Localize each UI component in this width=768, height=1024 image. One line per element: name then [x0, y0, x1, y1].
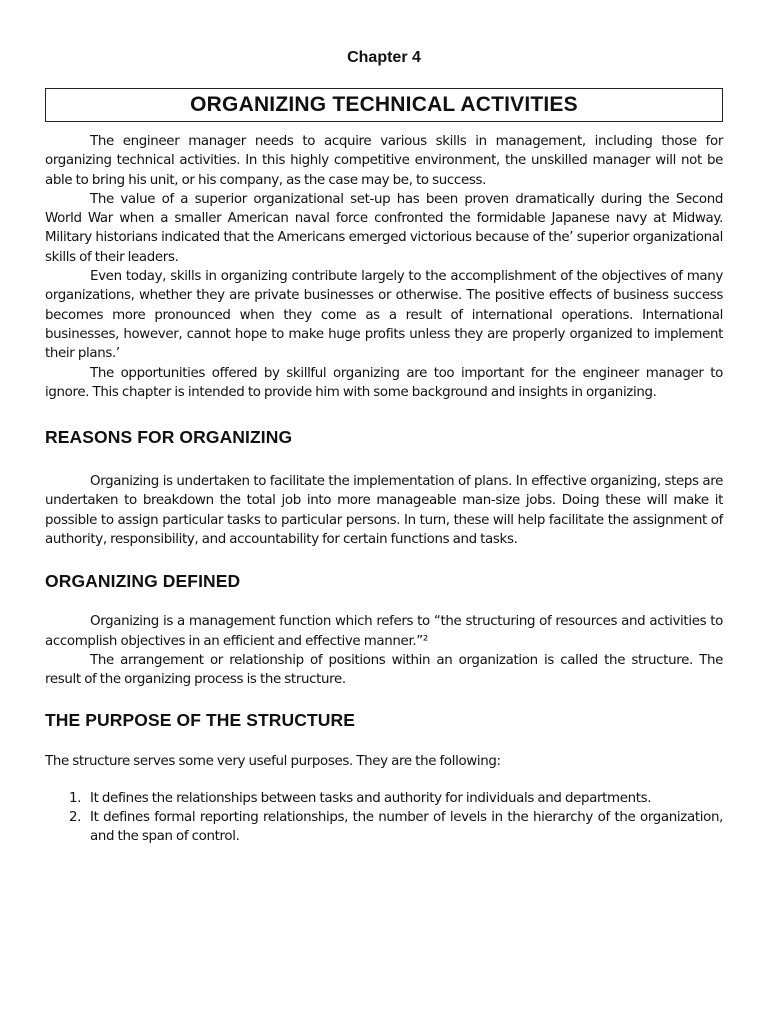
chapter-title-box — [45, 88, 723, 122]
list-item-text: It defines the relationships between tasks and authority for individuals and departments. — [90, 790, 652, 806]
list-item-text: It defines formal reporting relationships, the number of levels in the hierarchy of the organization, and the span of control. — [90, 810, 723, 845]
list-item — [45, 808, 723, 847]
purpose-lead: The structure serves some very useful purposes. They are the following: — [45, 753, 501, 769]
purpose-list — [45, 789, 723, 847]
intro-paragraph-4: The opportunities offered by skillful organizing are too important for the engineer manager to ignore. This chapter is intended to provide him with some background and insights in organizing. — [45, 365, 723, 400]
chapter-label: Chapter 4 — [347, 49, 421, 66]
intro-paragraph-1: The engineer manager needs to acquire various skills in management, including those for organizing technical activities. In this highly competitive environment, the unskilled manager will not be able to bring his unit, or his company, as the case may be, to success. — [45, 134, 723, 188]
list-item-number: 1. — [69, 790, 82, 806]
list-item-number: 2. — [69, 810, 82, 826]
intro-paragraph-2: The value of a superior organizational set-up has been proven dramatically during the Second World War when a smaller American naval force confronted the formidable Japanese navy at Midway. Military historians indicated that the Americans emerged victorious because of the’ superior organizational skills of their leaders. — [45, 191, 723, 265]
reasons-paragraph: Organizing is undertaken to facilitate the implementation of plans. In effective organizing, steps are undertaken to breakdown the total job into more manageable man-size jobs. Doing these will make it possible to assign particular tasks to particular persons. In turn, these will help facilitate the assignment of authority, responsibility, and accountability for certain functions and tasks. — [45, 474, 723, 548]
list-item — [45, 789, 723, 808]
section-heading-defined: ORGANIZING DEFINED — [45, 571, 241, 592]
chapter-title: ORGANIZING TECHNICAL ACTIVITIES — [190, 93, 578, 116]
defined-paragraph-2: The arrangement or relationship of positions within an organization is called the structure. The result of the organizing process is the structure. — [45, 652, 723, 688]
section-heading-reasons: REASONS FOR ORGANIZING — [45, 427, 293, 448]
section-heading-purpose: THE PURPOSE OF THE STRUCTURE — [45, 709, 356, 730]
intro-paragraph-3: Even today, skills in organizing contribute largely to the accomplishment of the objectives of many organizations, whether they are private businesses or otherwise. The positive effects of business success becomes more pronounced when they come as a result of international operations. International businesses, however, cannot hope to make huge profits unless they are properly organized to implement their plans.’ — [45, 269, 723, 362]
defined-paragraph-1: Organizing is a management function which refers to “the structuring of resources and activities to accomplish objectives in an efficient and effective manner.”² — [45, 614, 723, 649]
